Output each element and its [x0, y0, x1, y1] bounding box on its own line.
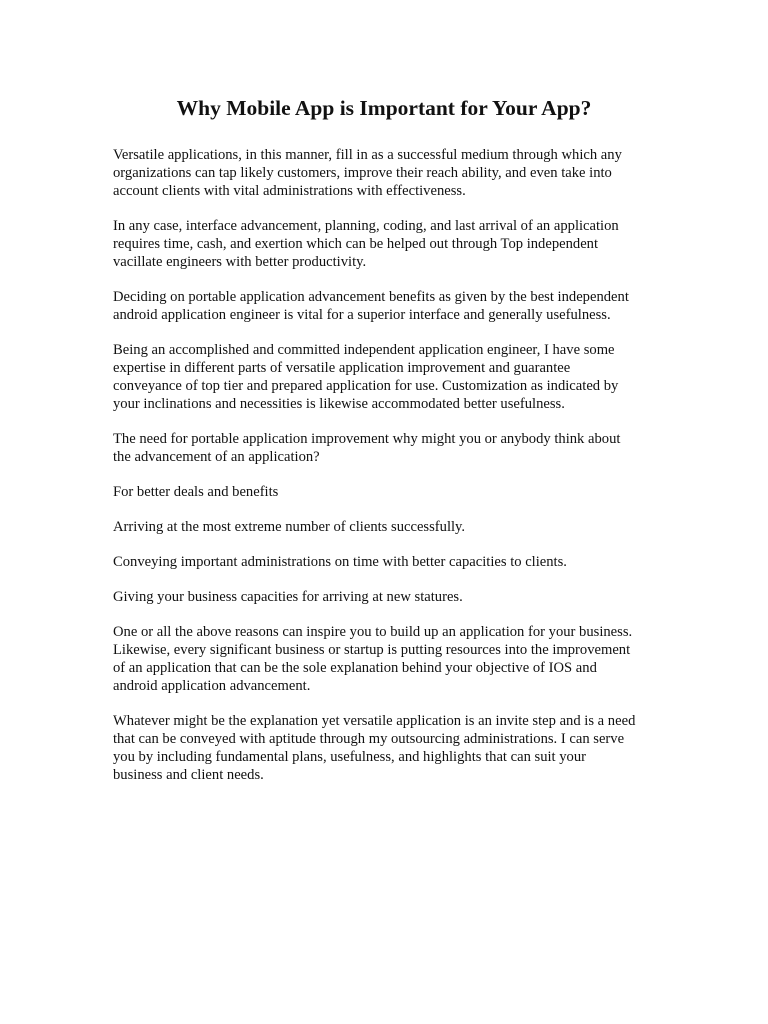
paragraph: [113, 588, 673, 606]
paragraph-line: Whatever might be the explanation yet versatile application is an invite step and is a need: [113, 713, 636, 729]
paragraph-line: account clients with vital administrations with effectiveness.: [113, 183, 466, 199]
document-body: [113, 146, 673, 801]
paragraph-line: of an application that can be the sole explanation behind your objective of IOS and: [113, 660, 597, 676]
paragraph-line: Likewise, every significant business or startup is putting resources into the improvement: [113, 642, 631, 658]
paragraph-line: the advancement of an application?: [113, 449, 320, 465]
paragraph-line: your inclinations and necessities is likewise accommodated better usefulness.: [113, 396, 565, 412]
paragraph: [113, 623, 673, 695]
paragraph-line: business and client needs.: [113, 767, 264, 783]
paragraph: [113, 483, 673, 501]
paragraph: [113, 217, 673, 271]
paragraph: [113, 146, 673, 200]
paragraph-line: you by including fundamental plans, usefulness, and highlights that can suit your: [113, 749, 587, 765]
paragraph-line: Conveying important administrations on time with better capacities to clients.: [113, 554, 567, 570]
paragraph-line: android application engineer is vital for a superior interface and generally usefulness.: [113, 307, 611, 323]
paragraph-line: expertise in different parts of versatile application improvement and guarantee: [113, 360, 571, 376]
paragraph: [113, 553, 673, 571]
document-title: Why Mobile App is Important for Your App?: [176, 96, 592, 120]
paragraph-line: organizations can tap likely customers, improve their reach ability, and even take into: [113, 165, 612, 181]
paragraph-line: Giving your business capacities for arriving at new statures.: [113, 589, 463, 605]
paragraph-line: For better deals and benefits: [113, 484, 279, 500]
paragraph: [113, 341, 673, 413]
paragraph-line: Versatile applications, in this manner, fill in as a successful medium through which any: [113, 147, 622, 163]
paragraph-line: The need for portable application improvement why might you or anybody think about: [113, 431, 621, 447]
paragraph-line: Being an accomplished and committed independent application engineer, I have some: [113, 342, 615, 358]
paragraph-line: Deciding on portable application advancement benefits as given by the best independent: [113, 289, 629, 305]
paragraph-line: conveyance of top tier and prepared application for use. Customization as indicated by: [113, 378, 619, 394]
paragraph: [113, 712, 673, 784]
paragraph-line: One or all the above reasons can inspire you to build up an application for your business.: [113, 624, 633, 640]
paragraph-line: Arriving at the most extreme number of clients successfully.: [113, 519, 466, 535]
paragraph-line: vacillate engineers with better productivity.: [113, 254, 367, 270]
paragraph-line: android application advancement.: [113, 678, 311, 694]
paragraph: [113, 288, 673, 324]
paragraph-line: requires time, cash, and exertion which can be helped out through Top independent: [113, 236, 599, 252]
paragraph-line: In any case, interface advancement, planning, coding, and last arrival of an application: [113, 218, 619, 234]
paragraph-line: that can be conveyed with aptitude through my outsourcing administrations. I can serve: [113, 731, 625, 747]
paragraph: [113, 430, 673, 466]
paragraph: [113, 518, 673, 536]
